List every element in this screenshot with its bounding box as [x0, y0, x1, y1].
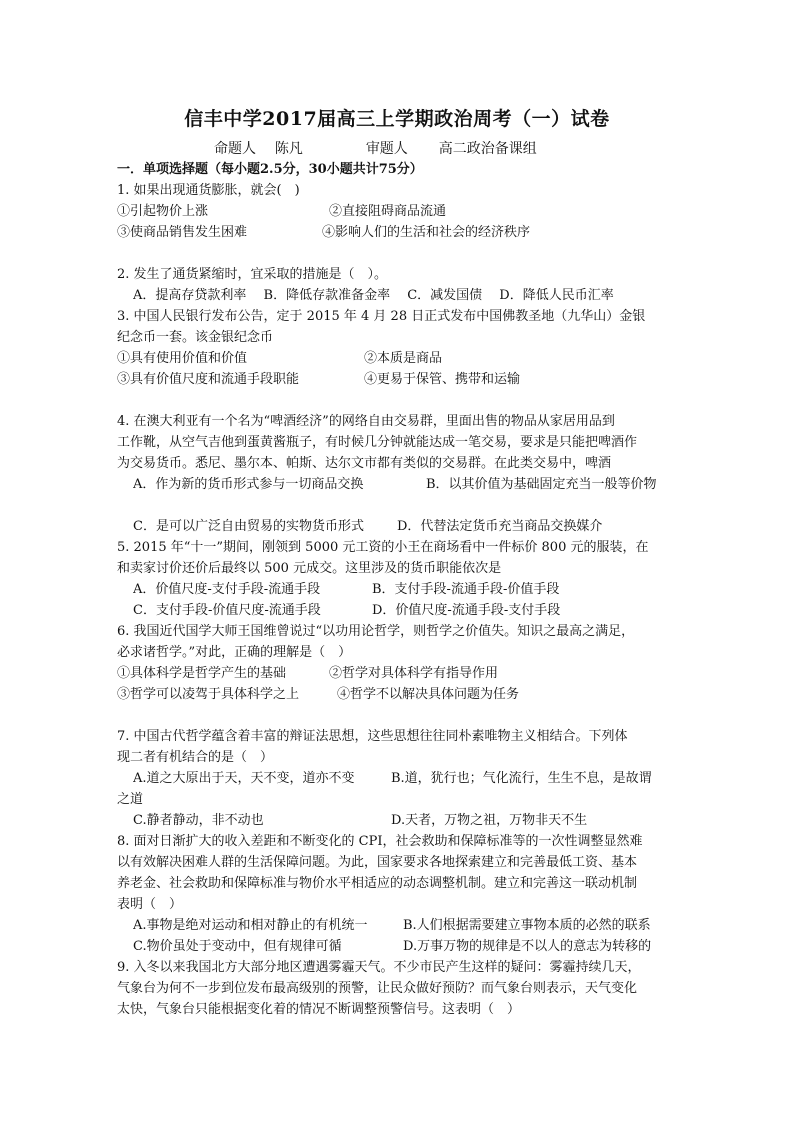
question-3-statements-row-1: [117, 348, 682, 369]
option-d: D.万事万物的规律是不以人的意志为转移的: [403, 939, 652, 954]
option-d: D．代替法定货币充当商品交换媒介: [397, 519, 603, 534]
statement: ②直接阻碍商品流通: [329, 204, 447, 219]
question-7-stem: 现二者有机结合的是（ ）: [117, 750, 274, 765]
question-9-stem: 太快，气象台只能根据变化着的情况不断调整预警信号。这表明（ ）: [117, 1002, 521, 1017]
question-9-stem: 9. 入冬以来我国北方大部分地区遭遇雾霾天气。不少市民产生这样的疑问：雾霾持续几天，: [117, 960, 641, 975]
question-8-stem: 养老金、社会救助和保障标准与物价水平相适应的动态调整机制。建立和完善这一联动机制: [117, 876, 638, 891]
statement: ②本质是商品: [364, 351, 443, 366]
option-c: C.物价虽处于变动中，但有规律可循: [133, 939, 342, 954]
statement: ③使商品销售发生困难: [117, 225, 248, 240]
option-a: A.道之大原出于天，天不变，道亦不变: [133, 771, 355, 786]
statement: ④更易于保管、携带和运输: [364, 372, 521, 387]
question-6-statements-row-1: [117, 663, 682, 684]
statement: ①引起物价上涨: [117, 204, 209, 219]
question-4-options-row-1: [133, 474, 682, 495]
option-a: A．价值尺度-支付手段-流通手段: [133, 582, 321, 597]
statement: ④哲学不以解决具体问题为任务: [337, 687, 520, 702]
question-6-statements-row-2: [117, 684, 682, 705]
statement: ③哲学可以凌驾于具体科学之上: [117, 687, 300, 702]
question-5-stem: 5. 2015 年“十一”期间，刚领到 5000 元工资的小王在商场看中一件标价 800 元的服装，在: [117, 540, 649, 555]
option-b: B.人们根据需要建立事物本质的必然的联系: [403, 918, 651, 933]
exam-title: 信丰中学2017届高三上学期政治周考（一）试卷: [184, 108, 610, 130]
question-3-stem: 纪念币一套。该金银纪念币: [117, 330, 274, 345]
question-3-statements-row-2: [117, 369, 682, 390]
question-8-stem: 8. 面对日渐扩大的收入差距和不断变化的 CPI，社会救助和保障标准等的一次性调整显然难: [117, 834, 643, 849]
author-line: [214, 138, 537, 158]
question-1-statements-row-2: [117, 222, 682, 243]
question-4-options-row-2: [133, 516, 682, 537]
question-5-options-row-2: [133, 600, 682, 621]
option-a: A．作为新的货币形式参与一切商品交换: [133, 477, 364, 492]
question-2-options: A．提高存贷款利率 B．降低存款准备金率 C．减发国债 D．降低人民币汇率: [133, 288, 614, 303]
question-7-stem: 7. 中国古代哲学蕴含着丰富的辩证法思想，这些思想往往同朴素唯物主义相结合。下列体: [117, 729, 628, 744]
option-a: A.事物是绝对运动和相对静止的有机统一: [133, 918, 368, 933]
question-7-options-row-1: [133, 768, 682, 789]
reviewer-name: 高二政治备课组: [438, 141, 537, 157]
reviewer-label: 审题人: [365, 141, 408, 157]
statement: ③具有价值尺度和流通手段职能: [117, 372, 300, 387]
question-7-option-b-continued: 之道: [117, 792, 144, 807]
question-8-options-row-1: [133, 915, 682, 936]
question-4-stem: 4. 在澳大利亚有一个名为“啤酒经济”的网络自由交易群，里面出售的物品从家居用品到: [117, 414, 615, 429]
question-7-options-row-2: [133, 810, 682, 831]
option-d: D.天者，万物之祖，万物非天不生: [391, 813, 588, 828]
option-d: D．价值尺度-流通手段-支付手段: [372, 603, 561, 618]
question-8-stem: 以有效解决困难人群的生活保障问题。为此，国家要求各地探索建立和完善最低工资、基本: [117, 855, 638, 870]
question-8-options-row-2: [133, 936, 682, 957]
statement: ②哲学对具体科学有指导作用: [329, 666, 499, 681]
option-b: B．支付手段-流通手段-价值手段: [372, 582, 560, 597]
question-3-stem: 3. 中国人民银行发布公告，定于 2015 年 4 月 28 日正式发布中国佛教圣地（九华山）金银: [117, 309, 646, 324]
author-name: 陈凡: [274, 141, 303, 157]
question-5-options-row-1: [133, 579, 682, 600]
question-6-stem: 6. 我国近代国学大师王国维曾说过“以功用论哲学，则哲学之价值失。知识之最高之满足，: [117, 624, 635, 639]
question-5-stem: 和卖家讨价还价后最终以 500 元成交。这里涉及的货币职能依次是: [117, 561, 502, 576]
option-b: B.道，犹行也；气化流行，生生不息，是故谓: [391, 771, 652, 786]
statement: ④影响人们的生活和社会的经济秩序: [322, 225, 531, 240]
question-4-stem: 工作靴，从空气吉他到蛋黄酱瓶子，有时候几分钟就能达成一笔交易，要求是只能把啤酒作: [117, 435, 638, 450]
section-heading: 一．单项选择题（每小题2.5分，30小题共计75分）: [117, 162, 423, 177]
question-4-stem: 为交易货币。悉尼、墨尔本、帕斯、达尔文市都有类似的交易群。在此类交易中，啤酒: [117, 456, 612, 471]
author-label: 命题人: [214, 141, 256, 157]
option-b: B．以其价值为基础固定充当一般等价物: [426, 477, 657, 492]
question-6-stem: 必求诸哲学。”对此，正确的理解是（ ）: [117, 645, 352, 660]
option-c: C.静者静动，非不动也: [133, 813, 264, 828]
statement: ①具体科学是哲学产生的基础: [117, 666, 287, 681]
question-9-stem: 气象台为何不一步到位发布最高级别的预警，让民众做好预防？而气象台则表示，天气变化: [117, 981, 638, 996]
question-8-stem: 表明（ ）: [117, 897, 183, 912]
statement: ①具有使用价值和价值: [117, 351, 248, 366]
question-2-stem: 2. 发生了通货紧缩时，宜采取的措施是（ ）。: [117, 267, 388, 282]
question-1-stem: 1. 如果出现通货膨胀，就会( ): [117, 183, 300, 198]
option-c: C．支付手段-价值尺度-流通手段: [133, 603, 321, 618]
option-c: C．是可以广泛自由贸易的实物货币形式: [133, 519, 364, 534]
question-1-statements-row-1: [117, 201, 682, 222]
